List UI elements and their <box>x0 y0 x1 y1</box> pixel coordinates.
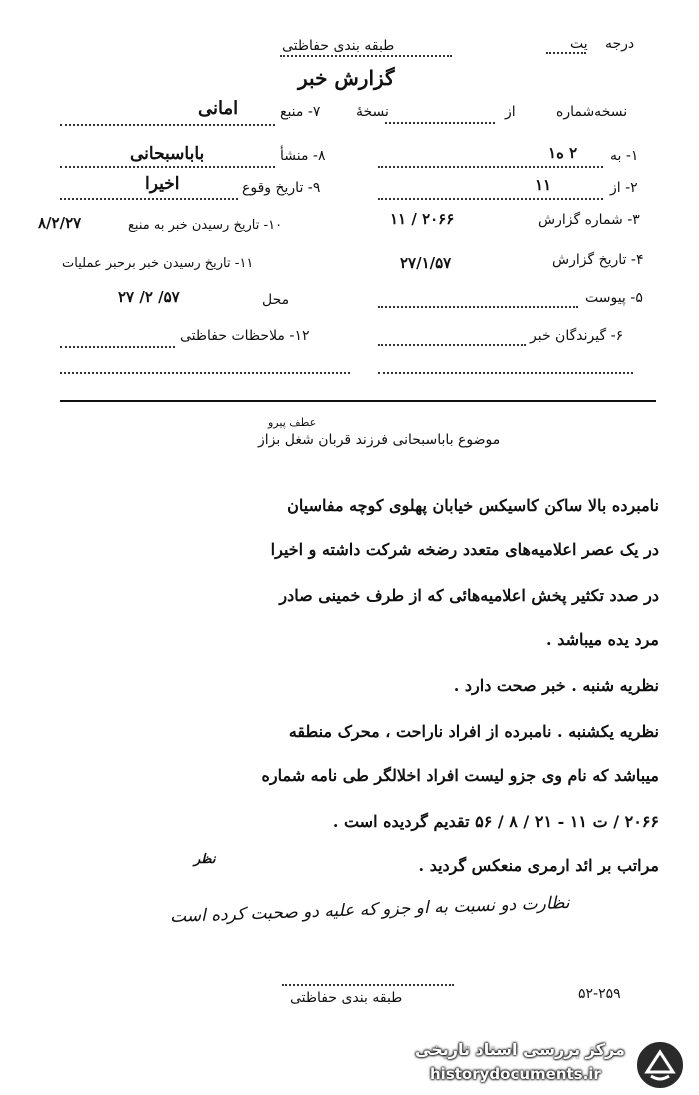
copy-number-label: نسخه‌شماره <box>556 104 628 120</box>
field-attachment-label: ۵- پیوست <box>585 290 643 306</box>
field-occurrence-date-label: ۹- تاریخ وقوع <box>242 180 321 196</box>
field-report-number-value: ۲۰۶۶ / ۱۱ <box>390 210 455 228</box>
field-occurrence-date-line <box>60 198 238 200</box>
degree-label: درجه <box>605 36 635 52</box>
field-recipients-line <box>378 344 526 346</box>
document-title: گزارش خبر <box>298 66 395 90</box>
field-to-label: ۱- به <box>610 148 639 164</box>
body-note: نظر <box>194 852 216 867</box>
header-divider <box>60 400 656 402</box>
blank-line-right <box>378 372 633 374</box>
body-line-2: در یک عصر اعلامیه‌های متعدد رضخه شرکت داشته و اخیرا <box>270 540 659 559</box>
field-attachment-line <box>378 306 578 308</box>
watermark-url: historydocuments.ir <box>430 1065 601 1083</box>
field-origin-line <box>60 166 275 168</box>
subject-line: موضوع باباسبحانی فرزند قربان شغل بزاز <box>258 432 501 448</box>
field-from-label: ۲- از <box>610 180 638 196</box>
body-line-3: در صدد تکثیر پخش اعلامیه‌هائی که از طرف خمینی صادر <box>279 586 659 605</box>
body-line-8: ۲۰۶۶ / ت ۱۱ - ۲۱ / ۸ / ۵۶ تقدیم گردیده است . <box>332 812 659 831</box>
body-line-9: مراتب بر ائد ارمری منعکس گردید . <box>418 856 659 875</box>
field-report-date-label: ۴- تاریخ گزارش <box>552 252 644 268</box>
field-receipt-date-value: ۸/۲/۲۷ <box>38 214 82 232</box>
classification-top-line <box>280 55 452 57</box>
copy-label: نسخهٔ <box>356 104 389 120</box>
field-origin-value: باباسبحانی <box>130 144 205 164</box>
subject-correction: عطف پیرو <box>268 416 317 429</box>
blank-line-left <box>60 372 350 374</box>
field-recipients-label: ۶- گیرندگان خبر <box>530 328 624 344</box>
body-line-5: نظریه شنبه . خبر صحت دارد . <box>453 676 659 695</box>
yat-label: یت <box>570 36 588 52</box>
field-place-label: محل <box>262 292 290 308</box>
classification-top: طبقه بندی حفاظتی <box>282 38 395 54</box>
copy-from-label: از <box>505 104 516 120</box>
field-ops-date-label: ۱۱- تاریخ رسیدن خبر برحبر عملیات <box>62 256 254 271</box>
field-source-line <box>60 124 275 126</box>
field-place-value: ۵۷/ ۲/ ۲۷ <box>118 288 180 306</box>
watermark-name: مرکز بررسی اسناد تاریخی <box>415 1040 625 1059</box>
field-occurrence-date-value: اخیرا <box>145 174 180 194</box>
watermark-logo-icon <box>633 1038 687 1092</box>
body-line-4: مرد یده میباشد . <box>546 630 659 649</box>
field-from-value: ۱۱ <box>535 176 552 194</box>
copy-number-line <box>385 122 495 124</box>
field-report-number-label: ۳- شماره گزارش <box>538 212 640 228</box>
body-line-7: میباشد که نام وی جزو لیست افراد اخلالگر طی نامه شماره <box>261 766 659 785</box>
field-from-line <box>378 198 603 200</box>
field-source-value: امانی <box>198 98 239 119</box>
handwritten-note: نظارت دو نسبت به او جزو که علیه دو صحبت کرده است <box>169 893 570 927</box>
classification-bottom: طبقه بندی حفاظتی <box>290 990 403 1006</box>
classification-bottom-line <box>282 984 454 986</box>
field-report-date-value: ۲۷/۱/۵۷ <box>400 254 452 272</box>
field-source-label: ۷- منبع <box>280 104 321 120</box>
body-line-6: نظریه یکشنبه . نامبرده از افراد ناراحت ، محرک منطقه <box>288 722 659 741</box>
degree-line <box>546 52 586 54</box>
page-code: ۵۲-۲۵۹ <box>578 986 621 1002</box>
body-line-1: نامبرده بالا ساکن کاسیکس خیابان پهلوی کوچه مفاسیان <box>287 496 659 515</box>
field-security-notes-line <box>60 346 175 348</box>
field-to-value: ۲ ه۱ <box>548 144 578 162</box>
field-origin-label: ۸- منشأ <box>280 148 326 164</box>
field-security-notes-label: ۱۲- ملاحظات حفاظتی <box>180 328 310 344</box>
field-to-line <box>378 166 603 168</box>
field-receipt-date-label: ۱۰- تاریخ رسیدن خبر به منبع <box>128 218 283 233</box>
